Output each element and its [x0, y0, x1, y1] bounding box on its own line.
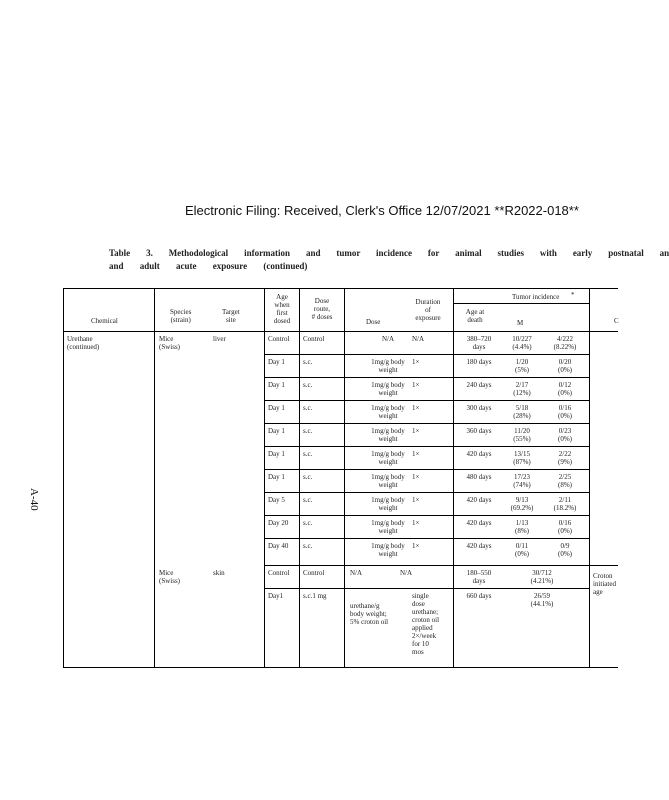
- cell-dose: 1mg/g body weight: [371, 496, 405, 512]
- cell-tumor-f: 2/22 (9%): [558, 450, 572, 466]
- cell-duration: 1×: [412, 381, 420, 389]
- cell-age-death: 480 days: [466, 473, 492, 481]
- cell-tumor-mf: 30/712 (4.21%): [530, 569, 554, 585]
- row-rule: [264, 538, 589, 539]
- cell-route: s.c.: [303, 496, 313, 504]
- cell-species: Mice (Swiss): [159, 335, 181, 351]
- cell-age-death: 300 days: [466, 404, 492, 412]
- cell-tumor-m: 5/18 (28%): [513, 404, 531, 420]
- col-c-cut: C: [614, 317, 619, 325]
- cell-duration: single dose urethane; croton oil applied 2×/week for 10 mos: [412, 592, 440, 656]
- cell-age-death: 380–720 days: [466, 335, 492, 351]
- caption-word: early: [572, 248, 593, 258]
- cell-tumor-f: 0/23 (0%): [558, 427, 572, 443]
- cell-age-death: 420 days: [466, 542, 492, 550]
- cell-age: Day 1: [268, 404, 285, 412]
- row-rule: [264, 492, 589, 493]
- col-rule: [264, 288, 265, 667]
- cell-age-death: 360 days: [466, 427, 492, 435]
- tumor-star: *: [571, 291, 575, 299]
- row-rule: [264, 377, 589, 378]
- caption-word: Table: [109, 248, 131, 258]
- cell-tumor-m: 2/17 (12%): [513, 381, 531, 397]
- header-rule: [63, 331, 618, 332]
- cell-tumor-f: 0/20 (0%): [558, 358, 572, 374]
- cell-duration: 1×: [412, 358, 420, 366]
- col-rule: [154, 288, 155, 667]
- col-rule: [453, 288, 454, 667]
- cell-age: Day 1: [268, 450, 285, 458]
- cell-age-death: 240 days: [466, 381, 492, 389]
- cell-route: s.c.: [303, 404, 313, 412]
- caption-word: studies: [497, 248, 525, 258]
- filing-header: Electronic Filing: Received, Clerk's Office 12/07/2021 **R2022-018**: [185, 203, 579, 218]
- cell-age-death: 420 days: [466, 450, 492, 458]
- cell-tumor-m: 17/23 (74%): [513, 473, 531, 489]
- caption-line-1: [109, 247, 669, 260]
- cell-tumor-f: 2/25 (8%): [558, 473, 572, 489]
- col-chemical: Chemical: [91, 317, 118, 325]
- cell-tumor-m: 11/20 (55%): [513, 427, 531, 443]
- cell-route: s.c.1 mg: [303, 592, 327, 600]
- cell-duration: 1×: [412, 473, 420, 481]
- cell-age: Control: [268, 569, 290, 577]
- cell-duration: N/A: [400, 569, 413, 577]
- cell-age: Day 1: [268, 427, 285, 435]
- cell-species: Mice (Swiss): [159, 569, 181, 585]
- row-rule: [264, 400, 589, 401]
- cell-chemical: Urethane (continued): [67, 335, 100, 351]
- cell-tumor-f: 4/222 (8.22%): [553, 335, 577, 351]
- cell-tumor-f: 2/11 (18.2%): [553, 496, 577, 512]
- cell-tumor-m: 1/13 (8%): [515, 519, 529, 535]
- cell-tumor-f: 0/16 (0%): [558, 519, 572, 535]
- cell-age-death: 420 days: [466, 519, 492, 527]
- row-rule: [264, 446, 589, 447]
- cell-target: liver: [213, 335, 226, 343]
- cell-dose: 1mg/g body weight: [371, 404, 405, 420]
- cell-route: Control: [303, 335, 325, 343]
- cell-dose: 1mg/g body weight: [371, 473, 405, 489]
- cell-dose: 1mg/g body weight: [371, 519, 405, 535]
- caption-word: incidence: [376, 248, 413, 258]
- cell-tumor-m: 0/11 (0%): [515, 542, 529, 558]
- cell-duration: 1×: [412, 519, 420, 527]
- row-rule: [264, 423, 589, 424]
- cell-age-death: 420 days: [466, 496, 492, 504]
- cell-dose: 1mg/g body weight: [371, 358, 405, 374]
- cell-route: s.c.: [303, 450, 313, 458]
- cell-dose: N/A: [381, 335, 395, 343]
- cell-route: s.c.: [303, 358, 313, 366]
- cell-age-death: 660 days: [466, 592, 492, 600]
- tumor-sub-rule: [453, 303, 589, 304]
- col-m: M: [517, 319, 524, 327]
- col-rule: [589, 288, 590, 667]
- col-dose-route: Dose route, # doses: [311, 297, 333, 321]
- cell-route: s.c.: [303, 381, 313, 389]
- col-target: Target site: [222, 308, 240, 324]
- cell-note: Croton initiated age: [593, 572, 616, 596]
- cell-dose: 1mg/g body weight: [371, 427, 405, 443]
- row-rule: [264, 469, 589, 470]
- cell-tumor-m: 13/15 (87%): [513, 450, 531, 466]
- col-species: Species (strain): [170, 308, 192, 324]
- caption-word: with: [539, 248, 557, 258]
- caption-line-2: and adult acute exposure (continued): [109, 261, 308, 271]
- row-rule: [264, 515, 589, 516]
- col-rule: [344, 288, 345, 667]
- cell-age: Day 1: [268, 381, 285, 389]
- cell-age: Day 5: [268, 496, 285, 504]
- cell-age: Day 40: [268, 542, 289, 550]
- cell-duration: 1×: [412, 450, 420, 458]
- cell-target: skin: [213, 569, 225, 577]
- cell-dose: 1mg/g body weight: [371, 381, 405, 397]
- col-duration: Duration of exposure: [415, 298, 441, 322]
- cell-route: s.c.: [303, 473, 313, 481]
- row-rule: [264, 588, 589, 589]
- cell-duration: N/A: [412, 335, 425, 343]
- cell-dose: 1mg/g body weight: [371, 542, 405, 558]
- cell-route: s.c.: [303, 542, 313, 550]
- cell-route: s.c.: [303, 427, 313, 435]
- cell-tumor-f: 0/16 (0%): [558, 404, 572, 420]
- caption-word: 3.: [146, 248, 153, 258]
- cell-age-death: 180 days: [466, 358, 492, 366]
- cell-age: Control: [268, 335, 290, 343]
- cell-tumor-m: 10/227 (4.4%): [512, 335, 532, 351]
- cell-age: Day1: [268, 592, 284, 600]
- table-left-rule: [63, 288, 64, 667]
- cell-tumor-f: 0/12 (0%): [558, 381, 572, 397]
- table-top-rule: [63, 288, 618, 289]
- col-age-first: Age when first dosed: [273, 293, 291, 325]
- cell-age: Day 1: [268, 473, 285, 481]
- block-rule: [264, 565, 618, 566]
- cell-dose: 1mg/g body weight: [371, 450, 405, 466]
- cell-age: Day 1: [268, 358, 285, 366]
- table-caption: [109, 247, 669, 273]
- caption-word: information: [244, 248, 291, 258]
- col-rule: [299, 288, 300, 667]
- table-bottom-rule: [63, 667, 618, 668]
- caption-word: for: [427, 248, 440, 258]
- cell-dose: N/A: [350, 569, 363, 577]
- caption-word: tumor: [336, 248, 361, 258]
- col-tumor-incidence: Tumor incidence: [512, 293, 560, 301]
- cell-tumor-mf: 26/59 (44.1%): [530, 592, 554, 608]
- cell-tumor-m: 9/13 (69.2%): [510, 496, 534, 512]
- cell-tumor-m: 1/20 (5%): [515, 358, 529, 374]
- col-age-death: Age at death: [465, 308, 485, 324]
- cell-dose: urethane/g body weight; 5% croton oil: [350, 602, 389, 626]
- cell-duration: 1×: [412, 427, 420, 435]
- cell-route: Control: [303, 569, 325, 577]
- cell-route: s.c.: [303, 519, 313, 527]
- caption-word: postnatal: [608, 248, 644, 258]
- cell-duration: 1×: [412, 542, 420, 550]
- cell-age-death: 180–550 days: [466, 569, 492, 585]
- cell-duration: 1×: [412, 404, 420, 412]
- caption-word: an: [659, 248, 669, 258]
- cell-duration: 1×: [412, 496, 420, 504]
- caption-word: animal: [455, 248, 482, 258]
- col-dose: Dose: [366, 318, 381, 326]
- caption-word: Methodological: [168, 248, 229, 258]
- cell-tumor-f: 0/9 (0%): [558, 542, 572, 558]
- cell-age: Day 20: [268, 519, 289, 527]
- row-rule: [264, 354, 589, 355]
- page-label: A-40: [28, 488, 40, 511]
- caption-word: and: [305, 248, 321, 258]
